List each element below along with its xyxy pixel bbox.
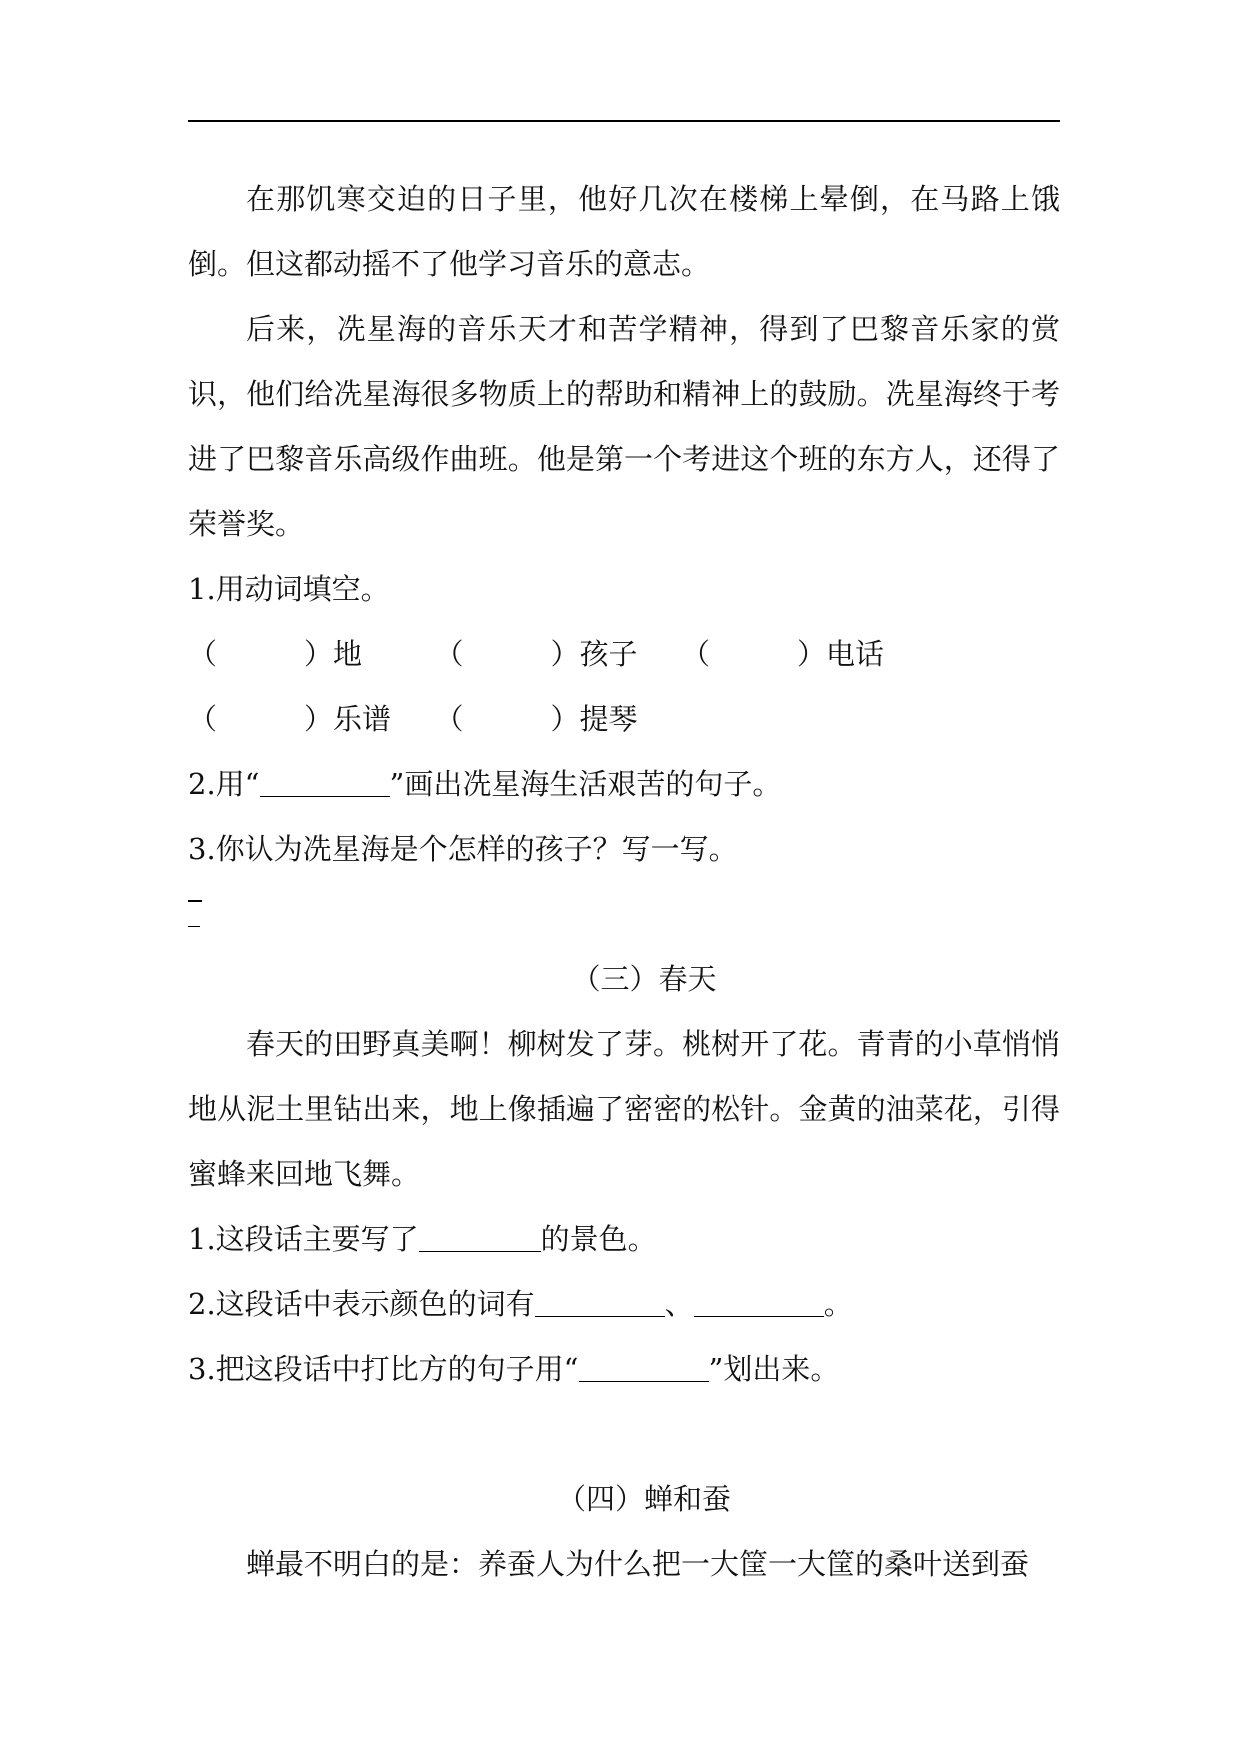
fill-blank-row-2: （ ）乐谱 （ ）提琴: [188, 702, 638, 736]
underline-sample: [260, 766, 390, 797]
paragraph: 蝉最不明白的是：养蚕人为什么把一大筐一大筐的桑叶送到蚕: [246, 1547, 1030, 1581]
question-3: [188, 1337, 1060, 1402]
fill-blank-row-1: （ ）地 （ ）孩子 （ ）电话: [188, 637, 885, 671]
paragraph: 后来，冼星海的音乐天才和苦学精神，得到了巴黎音乐家的赏识，他们给冼星海很多物质上的帮助和精神上的鼓励。冼星海终于考进了巴黎音乐高级作曲班。他是第一个考进这个班的东方人，还得了荣誉奖。: [188, 312, 1060, 541]
answer-blank[interactable]: [694, 1286, 824, 1317]
document-body: [188, 167, 1060, 1597]
question-2: [188, 1272, 1060, 1337]
question-1: [188, 1207, 1060, 1272]
question-2-prefix: 2.这段话中表示颜色的词有: [188, 1287, 535, 1321]
underline-sample: [579, 1351, 709, 1382]
paragraph: 在那饥寒交迫的日子里，他好几次在楼梯上晕倒，在马路上饿倒。但这都动摇不了他学习音乐的意志。: [188, 182, 1060, 281]
paragraph: 春天的田野真美啊！柳树发了芽。桃树开了花。青青的小草悄悄地从泥土里钻出来，地上像插遍了密密的松针。金黄的油菜花，引得蜜蜂来回地飞舞。: [188, 1027, 1060, 1191]
section-title: （四）蝉和蚕: [556, 1482, 731, 1516]
answer-dash: [188, 900, 202, 902]
header-rule: [188, 120, 1060, 122]
question-2-prefix: 2.用“: [188, 767, 260, 801]
answer-blank[interactable]: [535, 1286, 665, 1317]
section-title: （三）春天: [571, 962, 717, 996]
question-2: [188, 752, 1060, 817]
question-2-suffix: 。: [823, 1287, 853, 1321]
question-2-suffix: ”画出冼星海生活艰苦的句子。: [389, 767, 782, 801]
answer-blank[interactable]: [419, 1221, 541, 1252]
question-1-suffix: 的景色。: [540, 1222, 657, 1256]
question-1: 1.用动词填空。: [188, 572, 390, 606]
question-1-prefix: 1.这段话主要写了: [188, 1222, 419, 1256]
question-3: 3.你认为冼星海是个怎样的孩子？写一写。: [188, 832, 738, 866]
question-3-suffix: ”划出来。: [708, 1352, 840, 1386]
separator: 、: [664, 1287, 694, 1321]
answer-dash: [188, 926, 200, 927]
question-3-prefix: 3.把这段话中打比方的句子用“: [188, 1352, 579, 1386]
answer-area[interactable]: [188, 882, 1060, 916]
